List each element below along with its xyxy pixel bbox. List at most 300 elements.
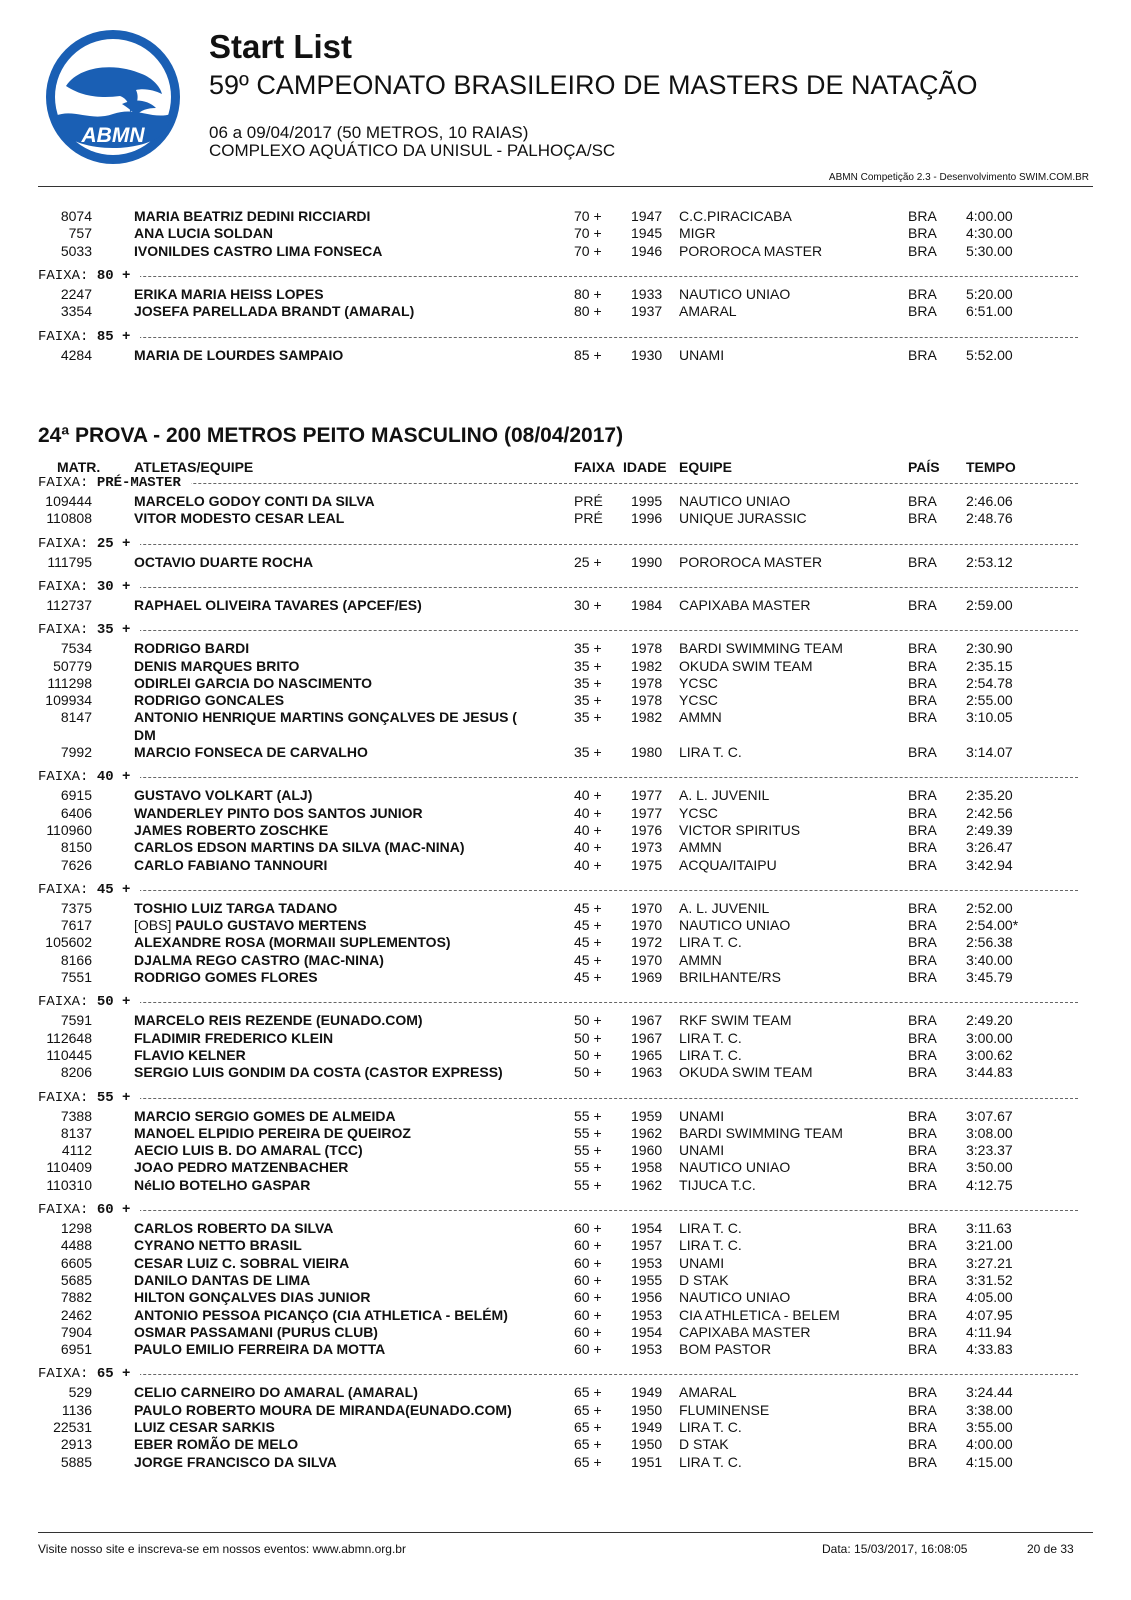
athlete-name: HILTON GONÇALVES DIAS JUNIOR <box>134 1289 371 1306</box>
athlete-row <box>0 492 1131 510</box>
athlete-name: GUSTAVO VOLKART (ALJ) <box>134 787 313 804</box>
age-band: 65 + <box>574 1453 602 1470</box>
athlete-row <box>0 302 1131 320</box>
age-band: PRÉ <box>574 493 603 509</box>
team-name: LIRA T. C. <box>679 1237 742 1254</box>
team-name: CAPIXABA MASTER <box>679 596 811 613</box>
seed-time: 2:42.56 <box>966 804 1013 821</box>
faixa-value: 80 + <box>96 267 131 284</box>
faixa-label: FAIXA: <box>38 535 89 552</box>
athlete-name: DANILO DANTAS DE LIMA <box>134 1271 311 1288</box>
athlete-name-cell <box>134 1271 310 1289</box>
registration-number: 7375 <box>60 899 92 916</box>
athlete-name: DENIS MARQUES BRITO <box>134 657 300 674</box>
age-band: 55 + <box>574 1124 602 1141</box>
registration-number: 111795 <box>47 553 92 570</box>
athlete-row <box>0 1254 1131 1272</box>
registration-number: 529 <box>68 1384 92 1401</box>
athlete-row <box>0 1124 1131 1142</box>
birth-year: 1978 <box>631 674 663 691</box>
athlete-name: VITOR MODESTO CESAR LEAL <box>134 510 345 527</box>
athlete-row <box>0 1271 1131 1289</box>
seed-time: 4:33.83 <box>966 1341 1013 1358</box>
country: BRA <box>908 821 937 838</box>
registration-number: 112737 <box>46 596 92 613</box>
athlete-row <box>0 1176 1131 1194</box>
dashed-divider <box>38 630 1078 631</box>
athlete-row <box>0 1435 1131 1453</box>
team-name: POROROCA MASTER <box>679 553 823 570</box>
athlete-name: PAULO ROBERTO MOURA DE MIRANDA(EUNADO.COM) <box>134 1401 512 1418</box>
seed-time: 5:20.00 <box>966 285 1013 302</box>
country: BRA <box>908 804 937 821</box>
athlete-name-cell <box>134 968 318 986</box>
birth-year: 1962 <box>631 1176 663 1193</box>
faixa-band-row <box>38 535 1093 553</box>
athlete-name-cell <box>134 509 344 527</box>
age-band: 55 + <box>574 1142 602 1159</box>
athlete-row <box>0 1383 1131 1401</box>
seed-time: 2:30.90 <box>966 640 1013 657</box>
age-band: 65 + <box>574 1419 602 1435</box>
team-name: OKUDA SWIM TEAM <box>679 1064 813 1081</box>
registration-number: 112648 <box>46 1029 92 1046</box>
team-name: FLUMINENSE <box>679 1401 770 1418</box>
athlete-name: ANTONIO HENRIQUE MARTINS GONÇALVES DE JESUS ( <box>134 709 517 726</box>
athlete-row <box>0 509 1131 527</box>
seed-time: 3:31.52 <box>966 1271 1013 1288</box>
country: BRA <box>908 208 937 224</box>
registration-number: 2462 <box>60 1306 92 1323</box>
registration-number: 7551 <box>60 969 92 985</box>
seed-time: 3:00.00 <box>966 1029 1013 1046</box>
seed-time: 2:56.38 <box>966 934 1013 951</box>
birth-year: 1978 <box>631 640 663 657</box>
registration-number: 4112 <box>61 1142 92 1159</box>
registration-number: 6605 <box>60 1254 92 1271</box>
page-title: Start List <box>209 28 353 65</box>
age-band: 35 + <box>574 657 602 674</box>
athlete-name: AECIO LUIS B. DO AMARAL (TCC) <box>134 1142 363 1159</box>
country: BRA <box>908 1237 937 1254</box>
faixa-band-row <box>38 881 1093 899</box>
registration-number: 1136 <box>61 1401 92 1418</box>
registration-number: 7882 <box>60 1289 92 1306</box>
athlete-name: CESAR LUIZ C. SOBRAL VIEIRA <box>134 1254 350 1271</box>
athlete-name-cell <box>134 804 423 822</box>
col-header-atletas: ATLETAS/EQUIPE <box>134 459 254 475</box>
athlete-row <box>0 899 1131 917</box>
team-name: BARDI SWIMMING TEAM <box>679 640 843 657</box>
country: BRA <box>908 839 937 856</box>
faixa-label-group <box>38 769 140 785</box>
athlete-row <box>0 1029 1131 1047</box>
footer-divider <box>38 1532 1093 1533</box>
dashed-divider <box>38 1374 1078 1375</box>
faixa-label: FAIXA: <box>38 328 89 345</box>
faixa-label: FAIXA: <box>38 475 89 491</box>
team-name: D STAK <box>679 1271 729 1288</box>
athlete-name-cell <box>134 1435 298 1453</box>
athlete-row <box>0 596 1131 614</box>
team-name: NAUTICO UNIAO <box>679 1159 791 1176</box>
faixa-band-row <box>38 578 1093 596</box>
faixa-label: FAIXA: <box>38 267 89 284</box>
seed-time: 3:07.67 <box>966 1107 1013 1124</box>
athlete-name: MARCIO SERGIO GOMES DE ALMEIDA <box>134 1107 396 1124</box>
birth-year: 1976 <box>631 821 663 838</box>
country: BRA <box>908 553 937 570</box>
athlete-row <box>0 708 1131 726</box>
athlete-name: RAPHAEL OLIVEIRA TAVARES (APCEF/ES) <box>134 596 422 613</box>
faixa-band-row <box>38 267 1093 285</box>
age-band: 60 + <box>574 1220 602 1236</box>
athlete-name-cell <box>134 1401 512 1419</box>
birth-year: 1972 <box>631 934 663 951</box>
athlete-name-cell <box>134 207 370 225</box>
registration-number: 22531 <box>53 1419 92 1435</box>
software-credit: ABMN Competição 2.3 - Desenvolvimento SWIM.COM.BR <box>828 172 1089 183</box>
col-header-matr: MATR. <box>57 459 101 475</box>
country: BRA <box>908 1271 937 1288</box>
faixa-label-group <box>38 579 140 595</box>
athlete-row <box>0 821 1131 839</box>
faixa-band-row <box>38 474 1093 492</box>
age-band: 40 + <box>574 804 602 821</box>
athlete-row <box>0 207 1131 225</box>
dashed-divider <box>38 1002 1078 1003</box>
country: BRA <box>908 1289 937 1306</box>
team-name: ACQUA/ITAIPU <box>679 856 777 873</box>
team-name: A. L. JUVENIL <box>679 899 770 916</box>
team-name: AMMN <box>679 951 722 968</box>
faixa-label-group <box>38 994 140 1010</box>
registration-number: 6915 <box>60 787 92 804</box>
age-band: 25 + <box>574 553 602 570</box>
registration-number: 1298 <box>60 1220 92 1236</box>
athlete-name-cell <box>134 285 324 303</box>
country: BRA <box>908 1159 937 1176</box>
country: BRA <box>908 1064 937 1081</box>
registration-number: 8150 <box>60 839 92 856</box>
seed-time: 3:44.83 <box>966 1064 1013 1081</box>
faixa-label-group <box>38 1090 140 1106</box>
age-band: 60 + <box>574 1237 602 1254</box>
athlete-row <box>0 786 1131 804</box>
registration-number: 8147 <box>60 709 92 726</box>
country: BRA <box>908 1419 937 1435</box>
athlete-row <box>0 1236 1131 1254</box>
athlete-name: OCTAVIO DUARTE ROCHA <box>134 553 314 570</box>
faixa-label: FAIXA: <box>38 1089 89 1106</box>
registration-number: 8166 <box>60 951 92 968</box>
age-band: 65 + <box>574 1401 602 1418</box>
athlete-row <box>0 224 1131 242</box>
birth-year: 1977 <box>631 804 663 821</box>
team-name: UNAMI <box>679 1107 725 1124</box>
registration-number: 7904 <box>60 1323 92 1340</box>
athlete-row <box>0 1453 1131 1471</box>
faixa-band-row <box>38 768 1093 786</box>
team-name: AMMN <box>679 709 722 726</box>
birth-year: 1937 <box>631 303 663 320</box>
logo-text: ABMN <box>81 124 145 147</box>
faixa-label: FAIXA: <box>38 881 89 898</box>
team-name: AMARAL <box>679 303 737 320</box>
athlete-name-cell <box>134 242 382 260</box>
registration-number: 105602 <box>45 934 92 951</box>
faixa-label: FAIXA: <box>38 578 89 595</box>
faixa-label-group <box>38 268 140 284</box>
birth-year: 1945 <box>631 225 663 242</box>
dashed-divider <box>38 337 1078 338</box>
registration-number: 8137 <box>60 1124 92 1141</box>
team-name: LIRA T. C. <box>679 1453 742 1470</box>
athlete-name-cell <box>134 1011 423 1029</box>
athlete-name-cell <box>134 1029 333 1047</box>
birth-year: 1978 <box>631 692 663 709</box>
athlete-name: FLAVIO KELNER <box>134 1046 246 1063</box>
country: BRA <box>908 709 937 726</box>
athlete-name-cell <box>134 1236 302 1254</box>
faixa-label: FAIXA: <box>38 769 89 786</box>
athlete-name-cell <box>134 492 375 510</box>
team-name: A. L. JUVENIL <box>679 787 770 804</box>
athlete-name: ANA LUCIA SOLDAN <box>134 225 273 242</box>
country: BRA <box>908 1323 937 1340</box>
seed-time: 3:10.05 <box>966 709 1013 726</box>
event-venue: COMPLEXO AQUÁTICO DA UNISUL - PALHOÇA/SC <box>209 141 616 160</box>
country: BRA <box>908 242 937 259</box>
athlete-name: FLADIMIR FREDERICO KLEIN <box>134 1029 334 1046</box>
dashed-divider <box>38 1098 1078 1099</box>
country: BRA <box>908 1046 937 1063</box>
birth-year: 1973 <box>631 839 663 856</box>
birth-year: 1949 <box>631 1384 663 1401</box>
seed-time: 4:11.94 <box>966 1323 1012 1340</box>
birth-year: 1969 <box>631 969 663 985</box>
athlete-row <box>0 1046 1131 1064</box>
faixa-label: FAIXA: <box>38 622 89 639</box>
country: BRA <box>908 596 937 613</box>
team-name: POROROCA MASTER <box>679 242 823 259</box>
age-band: 35 + <box>574 674 602 691</box>
country: BRA <box>908 1436 937 1453</box>
country: BRA <box>908 1176 937 1193</box>
registration-number: 8074 <box>60 208 92 224</box>
athlete-name: WANDERLEY PINTO DOS SANTOS JUNIOR <box>134 804 423 821</box>
faixa-band-row <box>38 993 1093 1011</box>
age-band: 60 + <box>574 1323 602 1340</box>
age-band: 50 + <box>574 1029 602 1046</box>
athlete-name-cell <box>134 1124 411 1142</box>
faixa-value: 65 + <box>96 1366 131 1383</box>
age-band: 65 + <box>574 1436 602 1453</box>
age-band: 45 + <box>574 934 602 951</box>
birth-year: 1975 <box>631 856 663 873</box>
birth-year: 1984 <box>631 596 663 613</box>
athlete-name: CARLOS ROBERTO DA SILVA <box>134 1220 334 1236</box>
athlete-name-cell <box>134 1063 503 1081</box>
age-band: 60 + <box>574 1341 602 1358</box>
registration-number: 3354 <box>60 303 92 320</box>
faixa-value: 55 + <box>96 1089 131 1106</box>
age-band: 80 + <box>574 303 602 320</box>
country: BRA <box>908 951 937 968</box>
team-name: NAUTICO UNIAO <box>679 285 791 302</box>
age-band: 60 + <box>574 1271 602 1288</box>
athlete-name: LUIZ CESAR SARKIS <box>134 1419 275 1435</box>
birth-year: 1957 <box>631 1237 663 1254</box>
birth-year: 1960 <box>631 1142 663 1159</box>
birth-year: 1953 <box>631 1254 663 1271</box>
registration-number: 8206 <box>60 1064 92 1081</box>
country: BRA <box>908 1029 937 1046</box>
athlete-name: PAULO EMILIO FERREIRA DA MOTTA <box>134 1341 386 1358</box>
registration-number: 4488 <box>60 1237 92 1254</box>
age-band: 70 + <box>574 208 602 224</box>
country: BRA <box>908 787 937 804</box>
athlete-row <box>0 804 1131 822</box>
athlete-name-cell <box>134 1046 246 1064</box>
athlete-name: ALEXANDRE ROSA (MORMAII SUPLEMENTOS) <box>134 934 451 951</box>
age-band: PRÉ <box>574 510 603 527</box>
seed-time: 3:00.62 <box>966 1046 1013 1063</box>
athlete-name: TOSHIO LUIZ TARGA TADANO <box>134 899 338 916</box>
athlete-name-cell <box>134 224 273 242</box>
athlete-name-cell <box>134 639 249 657</box>
athlete-name-cell <box>134 657 299 675</box>
age-band: 55 + <box>574 1159 602 1176</box>
team-name: LIRA T. C. <box>679 1419 742 1435</box>
faixa-label-group <box>38 536 140 552</box>
athlete-row <box>0 691 1131 709</box>
age-band: 45 + <box>574 951 602 968</box>
seed-time: 2:48.76 <box>966 510 1013 527</box>
age-band: 35 + <box>574 709 602 726</box>
birth-year: 1967 <box>631 1029 663 1046</box>
athlete-row <box>0 285 1131 303</box>
seed-time: 3:14.07 <box>966 744 1013 760</box>
country: BRA <box>908 1220 937 1236</box>
athlete-row <box>0 639 1131 657</box>
faixa-band-row <box>38 1365 1093 1383</box>
registration-number: 110960 <box>46 821 92 838</box>
athlete-name: CYRANO NETTO BRASIL <box>134 1237 302 1254</box>
team-name: BRILHANTE/RS <box>679 969 781 985</box>
athlete-name-cell <box>134 916 367 934</box>
athlete-name-cell <box>134 553 313 571</box>
country: BRA <box>908 899 937 916</box>
faixa-label: FAIXA: <box>38 994 89 1011</box>
athlete-name: EBER ROMÃO DE MELO <box>134 1436 299 1453</box>
athlete-name-cell <box>134 856 327 874</box>
registration-number: 111298 <box>47 674 92 691</box>
birth-year: 1965 <box>631 1046 663 1063</box>
athlete-row <box>0 933 1131 951</box>
registration-number: 110310 <box>46 1176 92 1193</box>
country: BRA <box>908 1306 937 1323</box>
athlete-name: MARCELO REIS REZENDE (EUNADO.COM) <box>134 1012 423 1029</box>
athlete-name-cell <box>134 821 328 839</box>
seed-time: 5:30.00 <box>966 242 1013 259</box>
athlete-name-cell <box>134 1288 370 1306</box>
registration-number: 109934 <box>45 692 92 709</box>
team-name: LIRA T. C. <box>679 744 742 760</box>
birth-year: 1946 <box>631 242 663 259</box>
seed-time: 2:46.06 <box>966 493 1013 509</box>
athlete-row <box>0 838 1131 856</box>
country: BRA <box>908 674 937 691</box>
country: BRA <box>908 692 937 709</box>
seed-time: 2:49.20 <box>966 1012 1013 1029</box>
athlete-name-cell <box>134 596 422 614</box>
country: BRA <box>908 303 937 320</box>
athlete-name-cell <box>134 786 312 804</box>
athlete-name-cell <box>134 1158 348 1176</box>
faixa-label-group <box>38 882 140 898</box>
country: BRA <box>908 1254 937 1271</box>
faixa-label-group <box>38 475 191 491</box>
age-band: 60 + <box>574 1254 602 1271</box>
championship-title: 59º CAMPEONATO BRASILEIRO DE MASTERS DE NATAÇÃO <box>209 70 978 100</box>
birth-year: 1970 <box>631 951 663 968</box>
dashed-divider <box>38 890 1078 891</box>
birth-year: 1955 <box>631 1271 663 1288</box>
faixa-value: 85 + <box>96 328 131 345</box>
athlete-name-cell <box>134 1176 310 1194</box>
age-band: 40 + <box>574 787 602 804</box>
athlete-row <box>0 1306 1131 1324</box>
faixa-label-group <box>38 1202 140 1218</box>
team-name: C.C.PIRACICABA <box>679 208 792 224</box>
age-band: 85 + <box>574 346 602 363</box>
age-band: 45 + <box>574 899 602 916</box>
faixa-label-group <box>38 329 140 345</box>
seed-time: 4:15.00 <box>966 1453 1013 1470</box>
team-name: UNIQUE JURASSIC <box>679 510 807 527</box>
age-band: 60 + <box>574 1306 602 1323</box>
age-band: 35 + <box>574 744 602 760</box>
team-name: AMMN <box>679 839 722 856</box>
birth-year: 1970 <box>631 899 663 916</box>
athlete-name-cell <box>134 691 284 709</box>
faixa-label: FAIXA: <box>38 1202 89 1218</box>
seed-time: 3:45.79 <box>966 969 1013 985</box>
athlete-row <box>0 657 1131 675</box>
birth-year: 1930 <box>631 346 663 363</box>
athlete-name-cell <box>134 708 517 726</box>
registration-number: 110409 <box>46 1159 92 1176</box>
seed-time: 3:55.00 <box>966 1419 1013 1435</box>
athlete-name-cell <box>134 674 372 692</box>
country: BRA <box>908 1107 937 1124</box>
athlete-row <box>0 674 1131 692</box>
birth-year: 1982 <box>631 709 663 726</box>
athlete-name: ERIKA MARIA HEISS LOPES <box>134 285 324 302</box>
faixa-label: FAIXA: <box>38 1366 89 1383</box>
birth-year: 1967 <box>631 1012 663 1029</box>
obs-tag: [OBS] <box>134 917 172 934</box>
registration-number: 4284 <box>60 346 92 363</box>
team-name: TIJUCA T.C. <box>679 1176 756 1193</box>
seed-time: 3:38.00 <box>966 1401 1013 1418</box>
athlete-row <box>0 1401 1131 1419</box>
registration-number: 109444 <box>45 493 92 509</box>
athlete-name: CARLO FABIANO TANNOURI <box>134 856 328 873</box>
athlete-name-cell <box>134 1323 378 1341</box>
athlete-name-cell <box>134 899 337 917</box>
